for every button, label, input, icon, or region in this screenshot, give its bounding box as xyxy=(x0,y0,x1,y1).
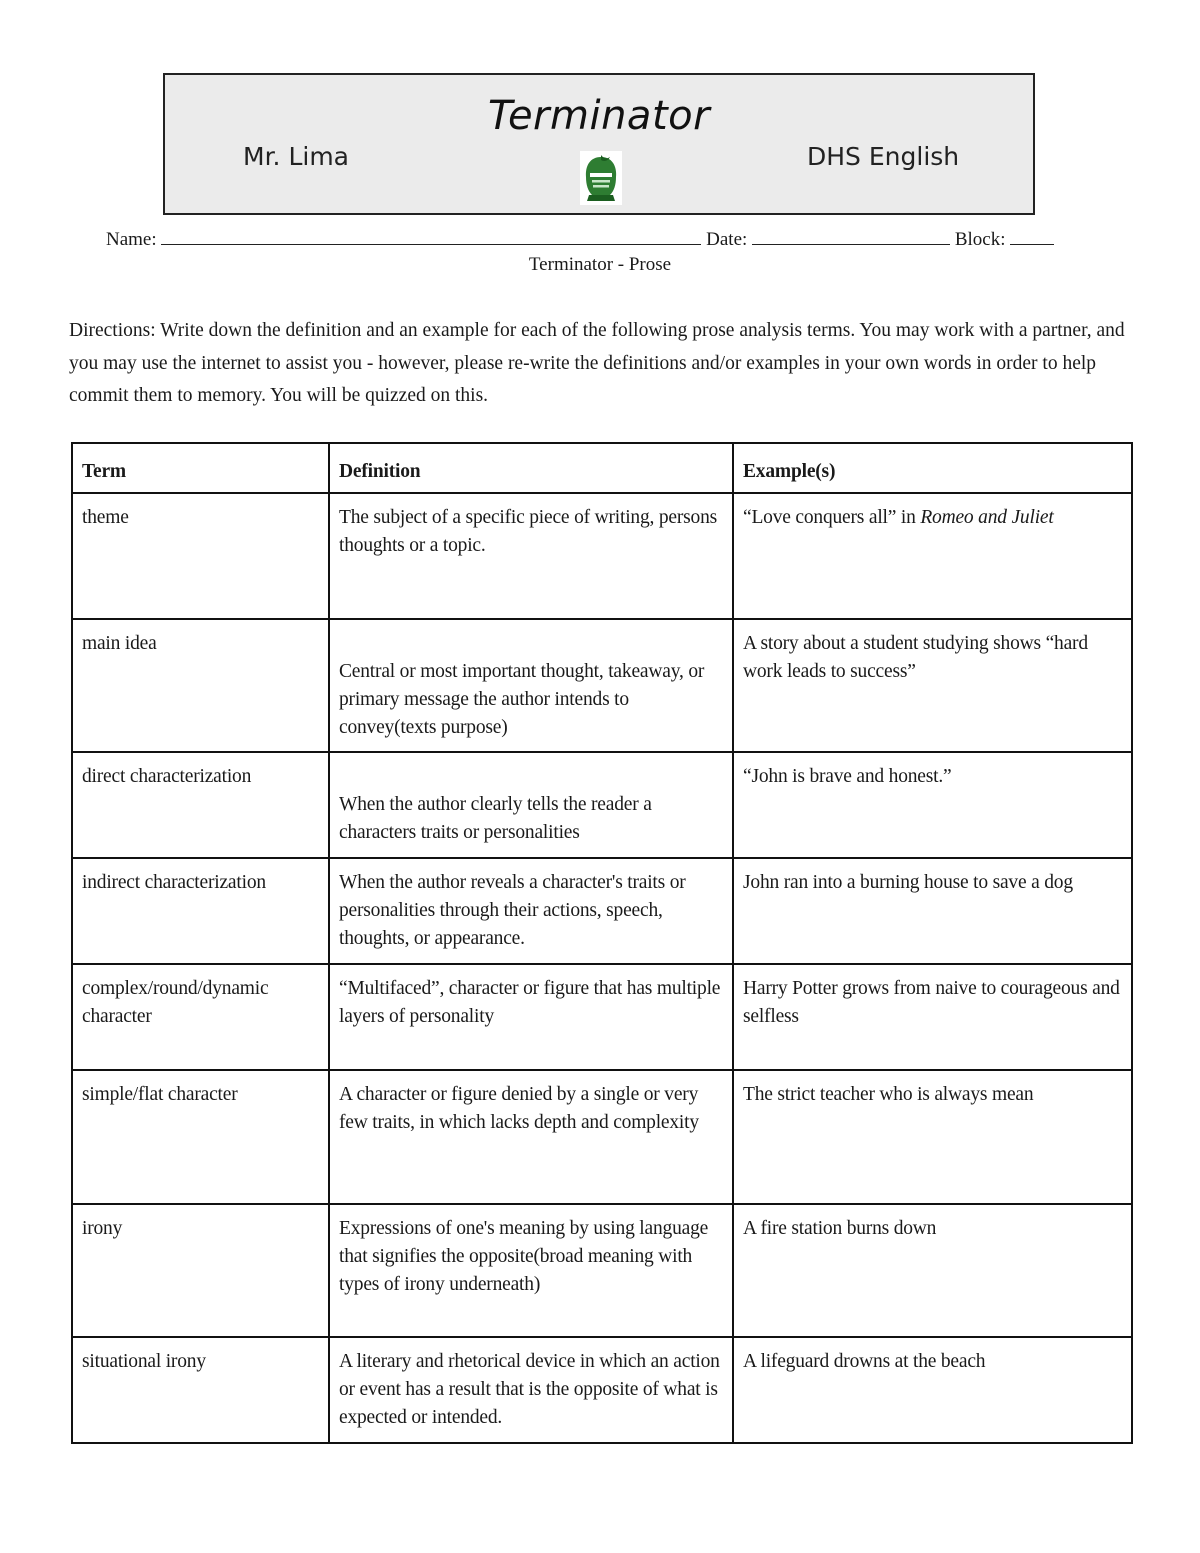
table-row xyxy=(72,493,1132,619)
header-definition: Definition xyxy=(329,443,733,493)
knight-helmet-icon xyxy=(580,151,622,205)
term-cell: situational irony xyxy=(72,1337,329,1443)
definition-cell: When the author reveals a character's traits or personalities through their actions, speech, thoughts, or appearance. xyxy=(329,858,733,964)
directions-text: Directions: Write down the definition and an example for each of the following prose analysis terms. You may work with a partner, and you may use the internet to assist you - however, please re-write the definitions and/or examples in your own words in order to help commit them to memory. You will be quizzed on this. xyxy=(69,320,1125,406)
example-cell: A story about a student studying shows “hard work leads to success” xyxy=(733,619,1132,752)
term-cell: irony xyxy=(72,1204,329,1337)
example-cell: “John is brave and honest.” xyxy=(733,752,1132,858)
table-row xyxy=(72,1204,1132,1337)
example-cell: A lifeguard drowns at the beach xyxy=(733,1337,1132,1443)
example-cell: The strict teacher who is always mean xyxy=(733,1070,1132,1204)
definition-cell: Central or most important thought, takeaway, or primary message the author intends to convey(texts purpose) xyxy=(329,619,733,752)
definition-cell: A literary and rhetorical device in which an action or event has a result that is the opposite of what is expected or intended. xyxy=(329,1337,733,1443)
table-row xyxy=(72,1337,1132,1443)
definition-cell: When the author clearly tells the reader a characters traits or personalities xyxy=(329,752,733,858)
example-cell: Harry Potter grows from naive to courageous and selfless xyxy=(733,964,1132,1070)
terms-table xyxy=(71,442,1133,1444)
school-name: DHS English xyxy=(807,142,960,171)
example-cell: John ran into a burning house to save a dog xyxy=(733,858,1132,964)
date-blank[interactable] xyxy=(752,226,950,245)
date-label: Date: xyxy=(706,229,748,250)
table-row xyxy=(72,1070,1132,1204)
table-row xyxy=(72,752,1132,858)
example-cell xyxy=(733,493,1132,619)
term-cell: complex/round/dynamic character xyxy=(72,964,329,1070)
table-row xyxy=(72,964,1132,1070)
name-blank[interactable] xyxy=(161,226,701,245)
table-row xyxy=(72,619,1132,752)
example-cell: A fire station burns down xyxy=(733,1204,1132,1337)
student-info-line xyxy=(106,226,1106,251)
example-title: Romeo and Juliet xyxy=(920,507,1054,528)
definition-cell: Expressions of one's meaning by using language that signifies the opposite(broad meaning with types of irony underneath) xyxy=(329,1204,733,1337)
term-cell: direct characterization xyxy=(72,752,329,858)
teacher-name: Mr. Lima xyxy=(243,142,349,171)
header-examples: Example(s) xyxy=(733,443,1132,493)
block-blank[interactable] xyxy=(1010,226,1054,245)
definition-cell: “Multifaced”, character or figure that has multiple layers of personality xyxy=(329,964,733,1070)
term-cell: simple/flat character xyxy=(72,1070,329,1204)
term-cell: indirect characterization xyxy=(72,858,329,964)
page-subtitle: Terminator - Prose xyxy=(528,254,672,275)
block-label: Block: xyxy=(954,229,1006,250)
example-text: “Love conquers all” in xyxy=(743,507,921,528)
definition-cell: The subject of a specific piece of writing, persons thoughts or a topic. xyxy=(329,493,733,619)
table-row xyxy=(72,858,1132,964)
header-title: Terminator xyxy=(487,93,711,139)
term-cell: theme xyxy=(72,493,329,619)
term-cell: main idea xyxy=(72,619,329,752)
header-term: Term xyxy=(72,443,329,493)
name-label: Name: xyxy=(106,229,157,250)
header-banner xyxy=(163,73,1035,215)
definition-cell: A character or figure denied by a single or very few traits, in which lacks depth and complexity xyxy=(329,1070,733,1204)
table-header-row xyxy=(72,443,1132,493)
